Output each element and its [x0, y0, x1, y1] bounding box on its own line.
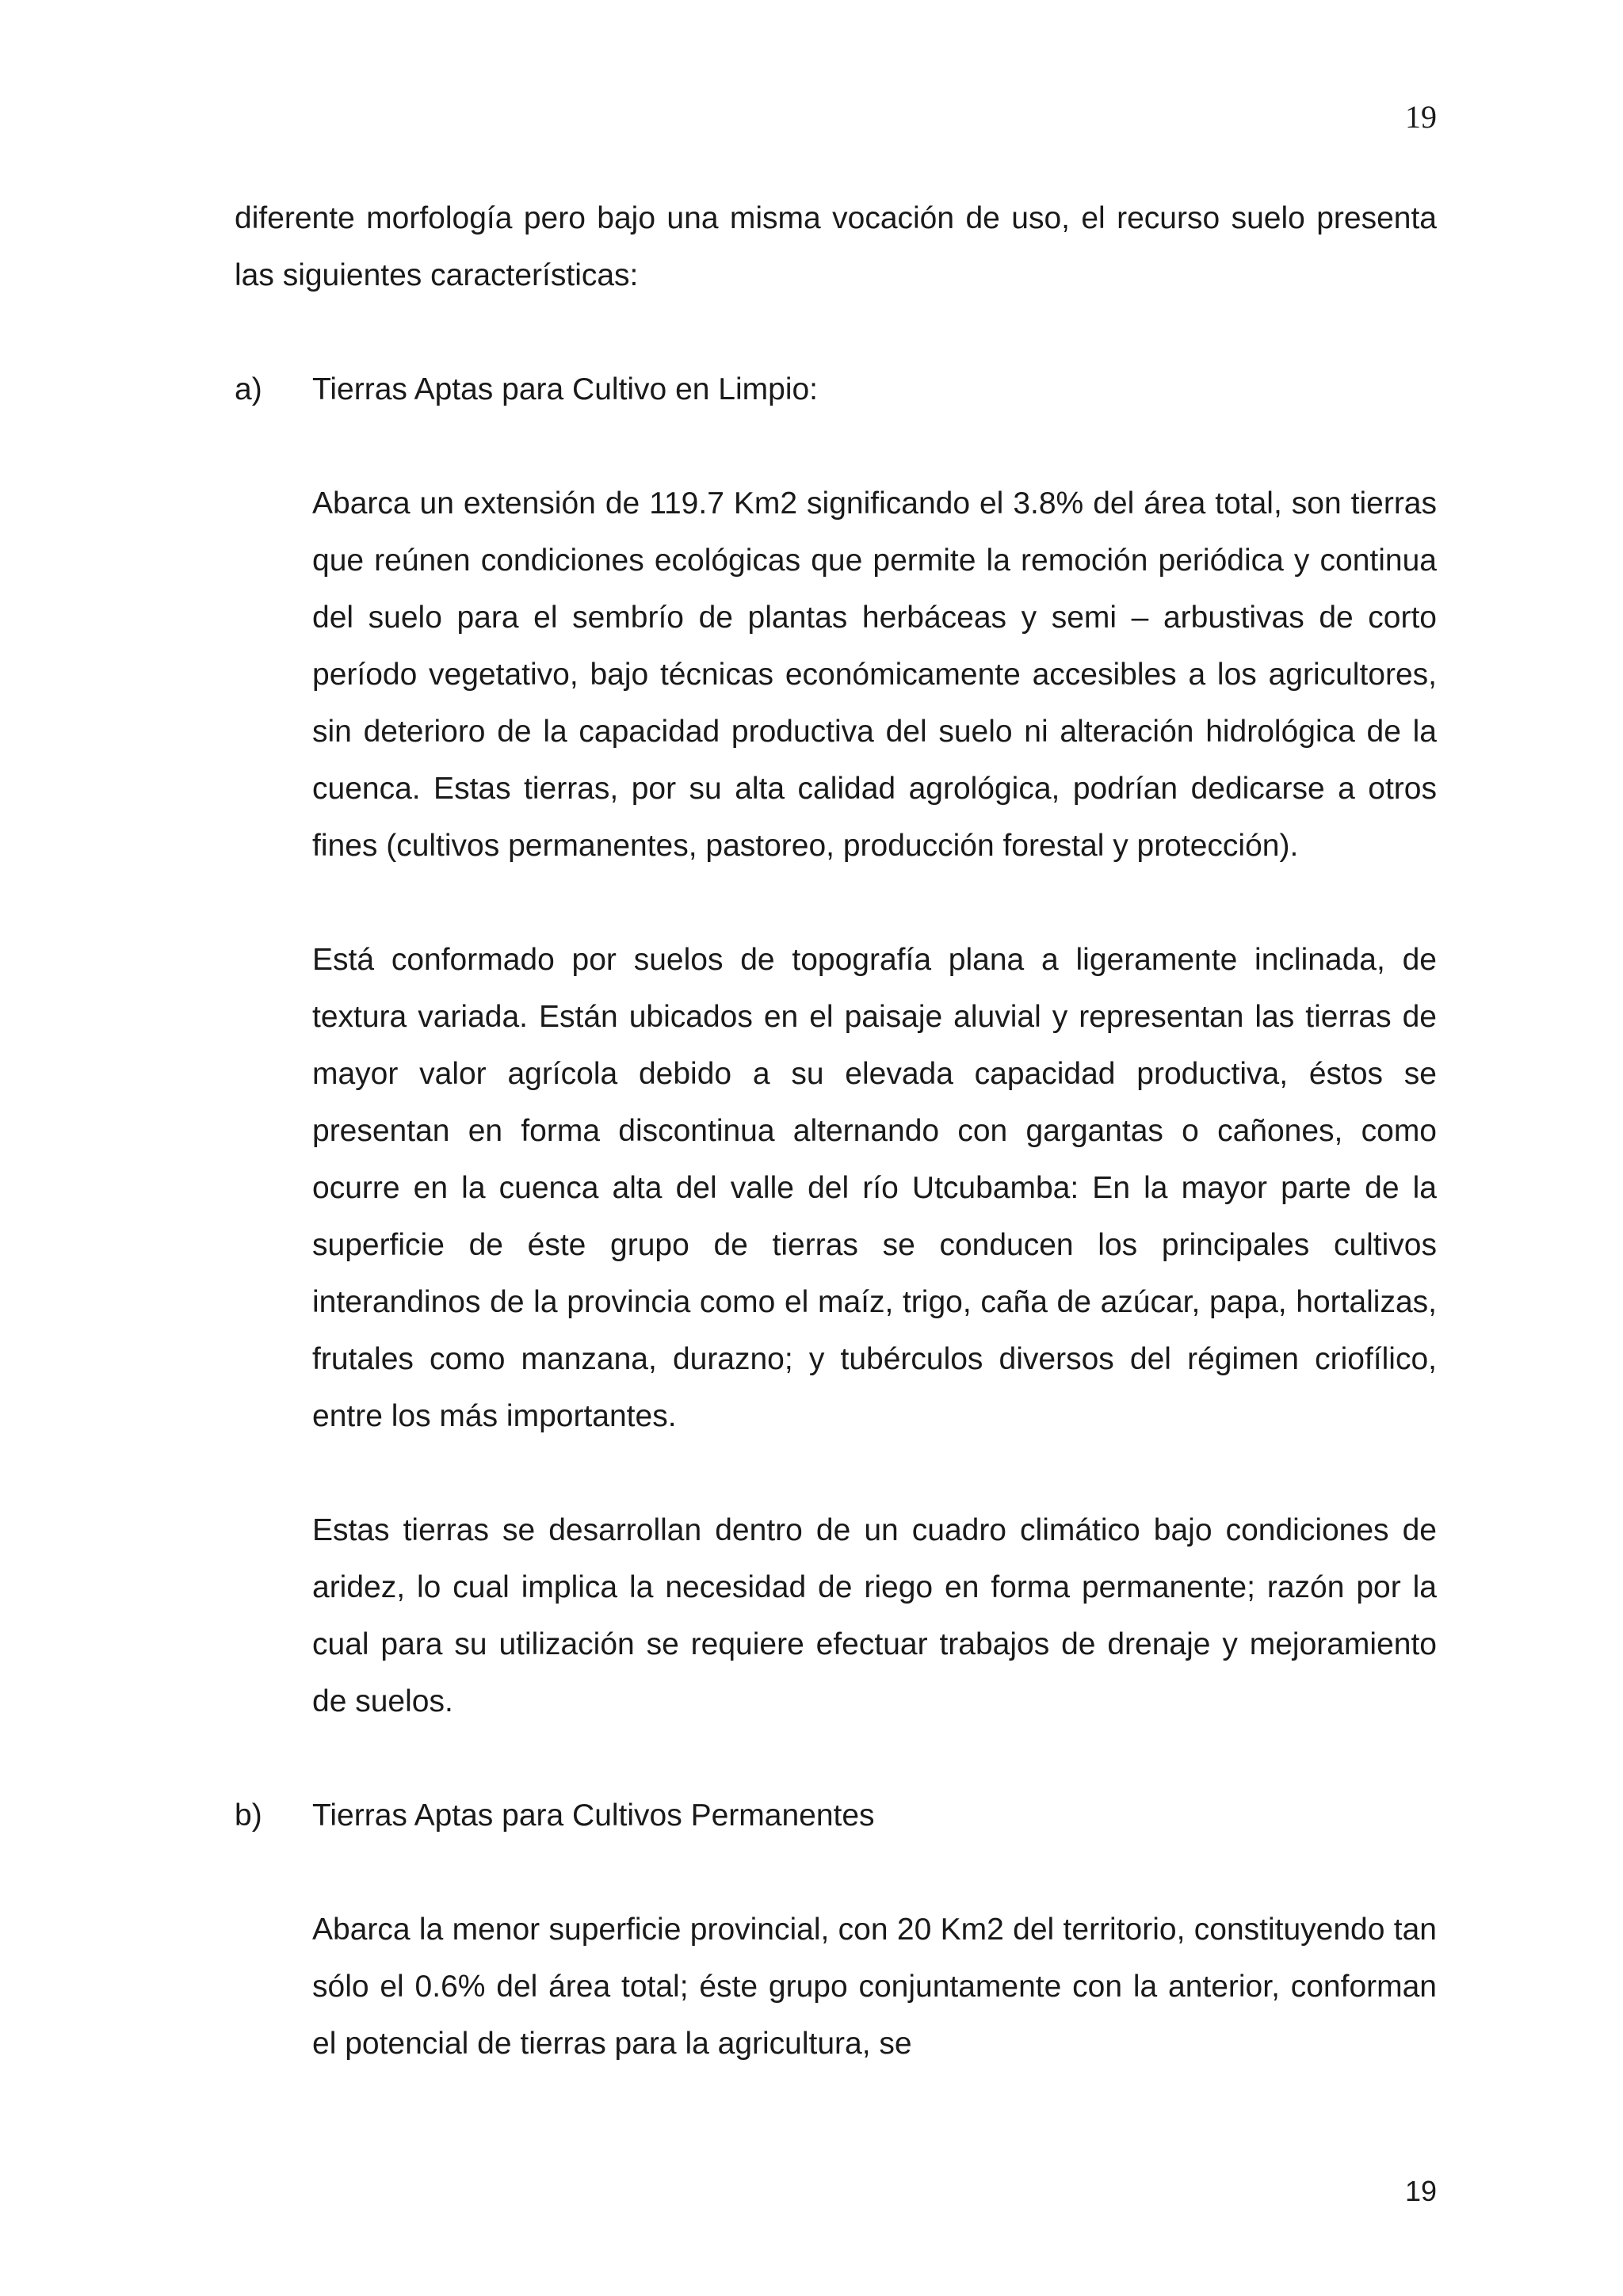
document-body [235, 190, 1437, 2073]
paragraph-a-2: Está conformado por suelos de topografía plana a ligeramente inclinada, de textura variada. Están ubicados en el paisaje aluvial y representan las tierras de mayor valor agrícola debido a su elevada capacidad productiva, éstos se presentan en forma discontinua alternando con gargantas o cañones, como ocurre en la cuenca alta del valle del río Utcubamba: En la mayor parte de la superficie de éste grupo de tierras se conducen los principales cultivos interandinos de la provincia como el maíz, trigo, caña de azúcar, papa, hortalizas, frutales como manzana, durazno; y tubérculos diversos del régimen criofílico, entre los más importantes. [312, 943, 1437, 1433]
item-heading-b [235, 1787, 1437, 1844]
paragraph-a-3: Estas tierras se desarrollan dentro de un cuadro climático bajo condiciones de aridez, lo cual implica la necesidad de riego en forma permanente; razón por la cual para su utilización se requiere efectuar trabajos de drenaje y mejoramiento de suelos. [312, 1513, 1437, 1718]
list-item-a [235, 361, 1437, 1730]
paragraph-b-1: Abarca la menor superficie provincial, con 20 Km2 del territorio, constituyendo tan sólo el 0.6% del área total; éste grupo conjuntamente con la anterior, conforman el potencial de tierras para la agricultura, se [312, 1913, 1437, 2061]
item-letter-b: b) [235, 1798, 262, 1833]
item-body-a [312, 475, 1437, 1730]
paragraph-a-1: Abarca un extensión de 119.7 Km2 significando el 3.8% del área total, son tierras que reúnen condiciones ecológicas que permite la remoción periódica y continua del suelo para el sembrío de plantas herbáceas y semi – arbustivas de corto período vegetativo, bajo técnicas económicamente accesibles a los agricultores, sin deterioro de la capacidad productiva del suelo ni alteración hidrológica de la cuenca. Estas tierras, por su alta calidad agrológica, podrían dedicarse a otros fines (cultivos permanentes, pastoreo, producción forestal y protección). [312, 486, 1437, 863]
page-number-top: 19 [1405, 99, 1437, 135]
item-heading-text-a: Tierras Aptas para Cultivo en Limpio: [312, 372, 819, 406]
page-number-bottom: 19 [1404, 2175, 1437, 2207]
item-heading-text-b: Tierras Aptas para Cultivos Permanentes [312, 1798, 875, 1833]
intro-paragraph: diferente morfología pero bajo una misma vocación de uso, el recurso suelo presenta las siguientes características: [235, 201, 1437, 292]
item-heading-a [235, 361, 1437, 418]
item-body-b [312, 1901, 1437, 2073]
item-letter-a: a) [235, 372, 262, 406]
list-item-b [235, 1787, 1437, 2073]
